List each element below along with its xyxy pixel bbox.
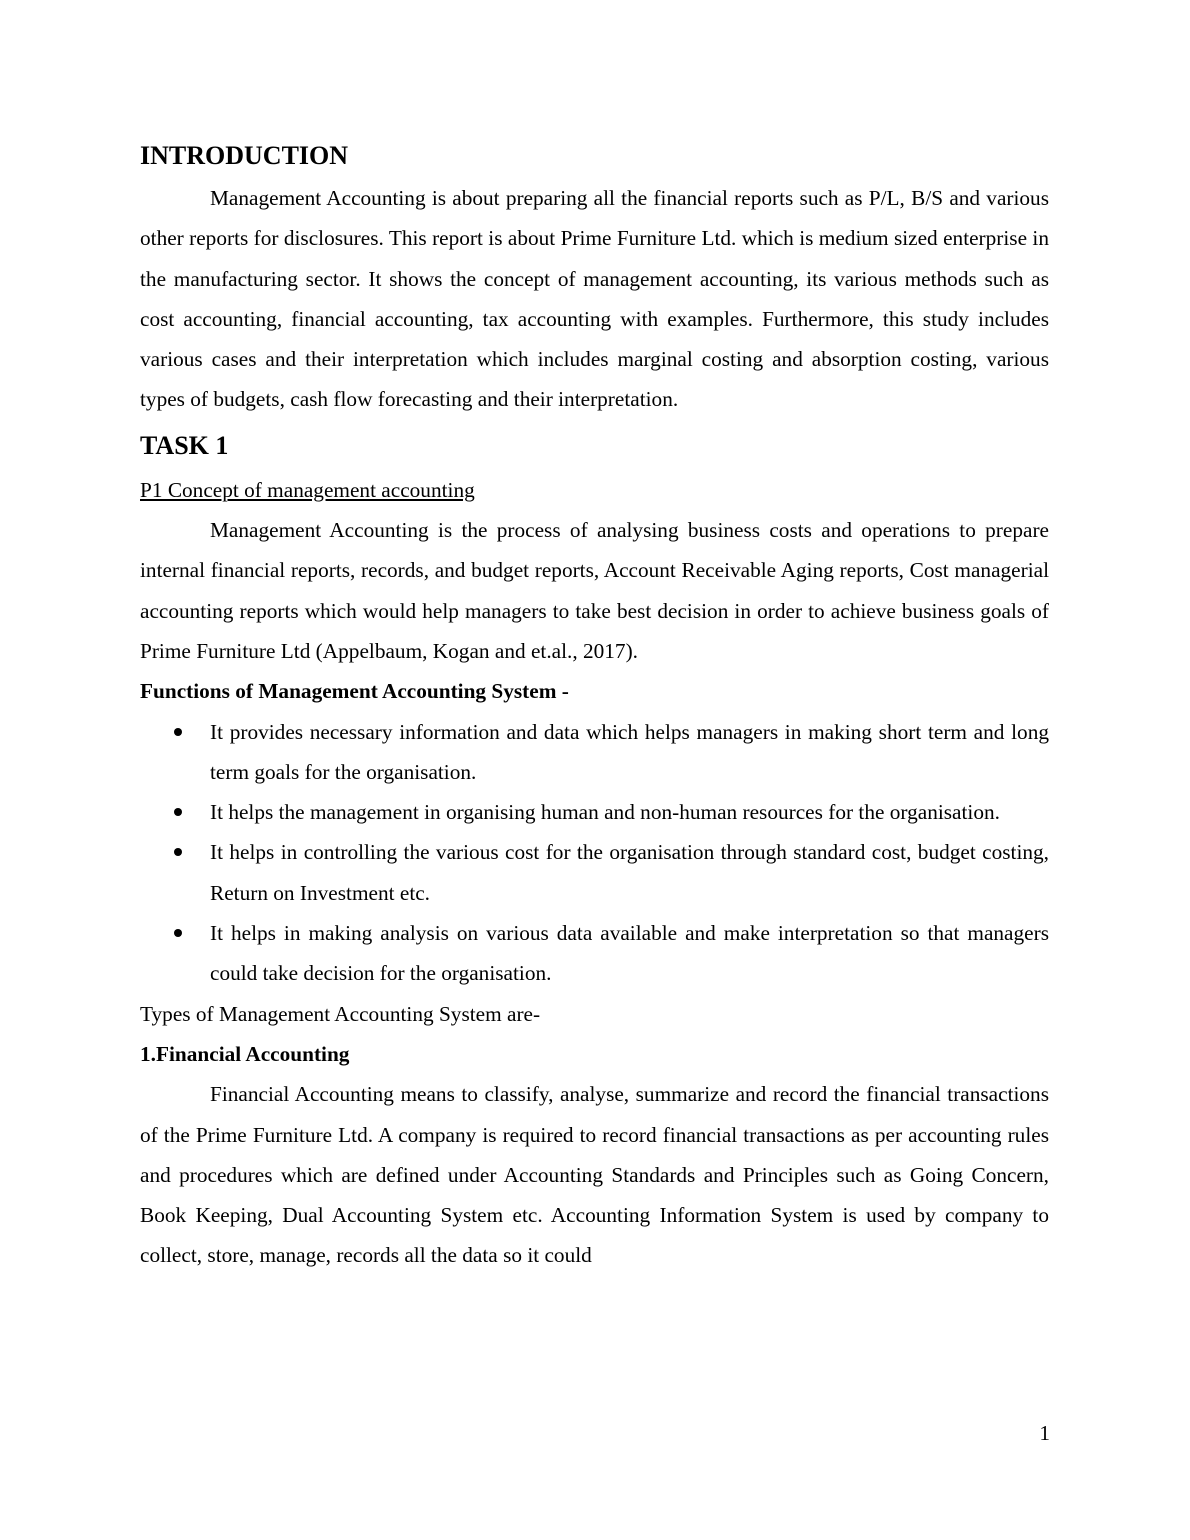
list-item-text: It helps in making analysis on various data available and make interpretation so that managers could take decision for the organisation.	[210, 921, 1049, 986]
list-item	[140, 913, 1049, 994]
introduction-paragraph: Management Accounting is about preparing all the financial reports such as P/L, B/S and various other reports for disclosures. This report is about Prime Furniture Ltd. which is medium sized enterprise in the manufacturing sector. It shows the concept of management accounting, its various methods such as cost accounting, financial accounting, tax accounting with examples. Furthermore, this study includes various cases and their interpretation which includes marginal costing and absorption costing, various types of budgets, cash flow forecasting and their interpretation.	[140, 186, 1049, 412]
management-accounting-paragraph: Management Accounting is the process of analysing business costs and operations to prepare internal financial reports, records, and budget reports, Account Receivable Aging reports, Cost managerial accounting reports which would help managers to take best decision in order to achieve business goals of Prime Furniture Ltd (Appelbaum, Kogan and et.al., 2017).	[140, 518, 1049, 663]
list-item	[140, 712, 1049, 793]
p1-subheading: P1 Concept of management accounting	[140, 477, 475, 502]
page-number: 1	[1039, 1421, 1050, 1445]
financial-accounting-paragraph: Financial Accounting means to classify, analyse, summarize and record the financial transactions of the Prime Furniture Ltd. A company is required to record financial transactions as per accounting rules and procedures which are defined under Accounting Standards and Principles such as Going Concern, Book Keeping, Dual Accounting System etc. Accounting Information System is used by company to collect, store, manage, records all the data so it could	[140, 1082, 1049, 1268]
financial-accounting-heading: 1.Financial Accounting	[140, 1041, 350, 1066]
bullet-icon	[174, 848, 182, 856]
list-item-text: It helps in controlling the various cost for the organisation through standard cost, budget costing, Return on Investment etc.	[210, 840, 1049, 905]
introduction-heading: INTRODUCTION	[140, 141, 349, 170]
list-item-text: It helps the management in organising human and non-human resources for the organisation.	[210, 800, 1000, 825]
list-item	[140, 792, 1049, 832]
functions-list	[140, 712, 1049, 994]
bullet-icon	[174, 728, 182, 736]
task-1-heading: TASK 1	[140, 430, 229, 460]
functions-heading: Functions of Management Accounting System -	[140, 679, 569, 704]
bullet-icon	[174, 929, 182, 937]
page-content	[140, 138, 1049, 1276]
list-item	[140, 832, 1049, 913]
list-item-text: It provides necessary information and data which helps managers in making short term and long term goals for the organisation.	[210, 719, 1049, 784]
types-intro: Types of Management Accounting System are-	[140, 1001, 541, 1026]
bullet-icon	[174, 808, 182, 816]
